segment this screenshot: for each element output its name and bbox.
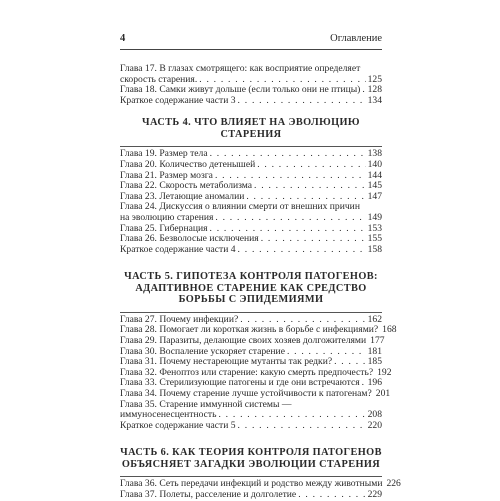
toc-page-number: 181: [367, 345, 382, 357]
table-of-contents: [120, 63, 401, 501]
toc-entry[interactable]: [120, 64, 382, 85]
toc-page-number: 145: [367, 180, 382, 192]
toc-entry-row: [120, 335, 385, 347]
toc-entry[interactable]: [120, 387, 391, 400]
toc-page-number: 196: [367, 377, 382, 389]
part-title-line: ЧАСТЬ 5. ГИПОТЕЗА КОНТРОЛЯ ПАТОГЕНОВ:: [124, 271, 378, 283]
header-rule: [120, 49, 382, 50]
toc-entry-row: [120, 490, 382, 501]
toc-group-part6: [120, 478, 401, 500]
part-title: [120, 447, 382, 470]
part-rule: [120, 476, 382, 477]
toc-entry-row: [120, 96, 382, 107]
toc-page-number: 201: [375, 387, 391, 399]
toc-page-number: 155: [367, 233, 382, 245]
dot-leader: [238, 96, 366, 107]
toc-entry-title: Глава 18. Самки живут дольше (если только они не птицы): [120, 84, 361, 96]
toc-entry-title: Краткое содержание части 5: [120, 419, 236, 431]
page-header: [120, 33, 382, 44]
toc-entry[interactable]: [120, 335, 385, 347]
toc-entry-title: Глава 31. Почему нестареющие мутанты так редки?: [120, 356, 333, 368]
toc-page-number: 177: [370, 335, 385, 346]
part-rule: [120, 146, 382, 147]
toc-entry-title: иммуносенесцентность: [120, 409, 217, 421]
toc-entry-title: Глава 23. Летающие аномалии: [120, 190, 245, 202]
part-rule: [120, 312, 382, 313]
dot-leader: [215, 213, 365, 224]
toc-entry[interactable]: [120, 202, 382, 223]
toc-page-number: 162: [367, 313, 382, 325]
part-title-line: БОРЬБЫ С ЭПИДЕМИЯМИ: [178, 294, 324, 306]
toc-page-number: 144: [367, 169, 382, 181]
toc-entry-line: Глава 35. Старение иммунной системы —: [120, 398, 292, 410]
page-number: 4: [120, 33, 126, 44]
toc-entry-title: Глава 21. Размер мозга: [120, 169, 213, 181]
part-title-line: ЧАСТЬ 4. ЧТО ВЛИЯЕТ НА ЭВОЛЮЦИЮ СТАРЕНИЯ: [142, 117, 360, 140]
toc-entry-line: Глава 17. В глазах смотрящего: как восприятие определяет: [120, 63, 361, 74]
toc-page-number: 134: [367, 94, 382, 106]
toc-page-number: 147: [367, 190, 382, 202]
dot-leader: [257, 160, 365, 171]
toc-page-number: 125: [367, 73, 382, 85]
toc-page-number: 158: [367, 243, 382, 255]
toc-group-part5: [120, 313, 397, 432]
toc-entry-title: Краткое содержание части 3: [120, 94, 236, 106]
toc-page-number: 229: [367, 488, 382, 500]
dot-leader: [238, 421, 366, 432]
toc-entry-title: Глава 30. Воспаление ускоряет старение: [120, 345, 285, 357]
toc-entry[interactable]: [120, 490, 382, 501]
toc-entry-title: на эволюцию старения: [120, 211, 214, 223]
toc-entry-title: Глава 20. Количество детенышей: [120, 158, 256, 170]
dot-leader: [362, 85, 365, 96]
toc-entry-row: [120, 421, 382, 432]
toc-entry[interactable]: [120, 160, 382, 171]
toc-page-number: 208: [367, 409, 382, 421]
toc-entry-title: Глава 32. Феноптоз или старение: какую смерть предпочесть?: [120, 366, 374, 378]
toc-page-number: 149: [367, 211, 382, 223]
dot-leader: [298, 490, 365, 501]
toc-entry-title: Глава 27. Почему инфекции?: [120, 313, 239, 325]
dot-leader: [238, 245, 366, 256]
dot-leader: [254, 181, 366, 192]
toc-entry-title: Глава 19. Размер тела: [120, 148, 208, 160]
part-title-line: АДАПТИВНОЕ СТАРЕНИЕ КАК СРЕДСТВО: [135, 282, 367, 294]
toc-entry-title: скорость старения.: [120, 73, 198, 85]
toc-page-number: 128: [367, 84, 382, 96]
toc-page-number: 168: [382, 324, 397, 336]
dot-leader: [218, 410, 365, 421]
running-title: Оглавление: [330, 33, 382, 44]
toc-entry-title: Глава 34. Почему старение лучше устойчивости к патогенам?: [120, 387, 372, 399]
toc-page-number: 220: [367, 419, 382, 431]
toc-page-number: 138: [367, 148, 382, 160]
toc-entry-title: Краткое содержание части 4: [120, 243, 236, 255]
toc-entry-row: [120, 387, 391, 400]
toc-entry[interactable]: [120, 421, 382, 432]
toc-entry-title: Глава 33. Стерилизующие патогены и где они встречаются: [120, 377, 360, 389]
toc-group-top: [120, 64, 382, 106]
part-title-line: ЧАСТЬ 6. КАК ТЕОРИЯ КОНТРОЛЯ ПАТОГЕНОВ: [120, 447, 382, 459]
toc-entry-title: Глава 25. Гибернация: [120, 222, 208, 234]
toc-page-number: 192: [377, 366, 392, 378]
toc-entry-row: [120, 213, 382, 224]
toc-page-number: 185: [367, 356, 382, 368]
part-title: [120, 117, 382, 140]
toc-entry[interactable]: [120, 400, 382, 421]
toc-entry[interactable]: [120, 245, 382, 256]
toc-entry-title: Глава 37. Полеты, расселение и долголетие: [120, 488, 297, 500]
part-title-line: ОБЪЯСНЯЕТ ЗАГАДКИ ЭВОЛЮЦИИ СТАРЕНИЯ: [121, 458, 381, 470]
toc-page-number: 226: [386, 478, 401, 490]
toc-entry-line: Глава 24. Дискуссия о влиянии смерти от внешних причин: [120, 201, 360, 213]
toc-entry-title: Глава 26. Безволосые исключения: [120, 233, 259, 245]
toc-page-number: 140: [367, 158, 382, 170]
toc-group-part4: [120, 149, 382, 255]
toc-page-number: 153: [367, 222, 382, 234]
part-title: [120, 271, 382, 306]
toc-entry-title: Глава 22. Скорость метаболизма: [120, 180, 253, 192]
dot-leader: [261, 234, 366, 245]
toc-entry-row: [120, 245, 382, 256]
toc-entry-title: Глава 29. Паразиты, делающие своих хозяев долгожителями: [120, 335, 367, 346]
toc-entry-title: Глава 28. Помогает ли короткая жизнь в борьбе с инфекциями?: [120, 324, 379, 336]
toc-entry[interactable]: [120, 96, 382, 107]
toc-entry-row: [120, 160, 382, 171]
toc-entry-title: Глава 36. Сеть передачи инфекций и родство между животными: [120, 478, 383, 490]
